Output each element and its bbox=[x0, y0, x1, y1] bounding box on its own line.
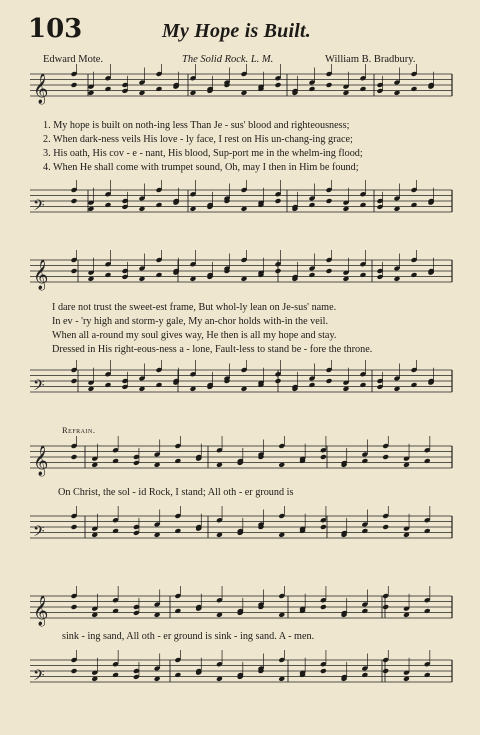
note-head bbox=[112, 458, 119, 464]
verse-line-2: 2. When dark-ness veils His love - ly face, I rest on His un-chang-ing grace; bbox=[43, 134, 353, 145]
note-head bbox=[309, 272, 316, 278]
refrain-lyric-1: On Christ, the sol - id Rock, I stand; All oth - er ground is bbox=[58, 487, 294, 498]
author-credit: Edward Mote. bbox=[43, 54, 104, 65]
note-head bbox=[71, 604, 78, 610]
treble-clef-icon: 𝄞 bbox=[33, 596, 49, 626]
note-head bbox=[275, 198, 282, 204]
verse-line-1: 1. My hope is built on noth-ing less Than Je - sus' blood and righteousness; bbox=[43, 120, 350, 131]
treble-clef-icon: 𝄞 bbox=[33, 74, 49, 104]
note-head bbox=[326, 378, 333, 384]
hymn-title: My Hope is Built. bbox=[162, 20, 311, 42]
note-head bbox=[105, 86, 112, 92]
note-head bbox=[326, 198, 333, 204]
tune-name: The Solid Rock. L. M. bbox=[182, 54, 274, 65]
treble-clef-icon: 𝄞 bbox=[33, 260, 49, 290]
note-head bbox=[105, 202, 112, 208]
music-system-4-treble bbox=[0, 586, 480, 636]
note-head bbox=[275, 268, 282, 274]
note-head bbox=[382, 454, 389, 460]
note-head bbox=[361, 458, 368, 464]
bass-clef-icon: 𝄢 bbox=[33, 197, 45, 218]
note-head bbox=[309, 86, 316, 92]
note-head bbox=[424, 528, 431, 534]
note-head bbox=[112, 528, 119, 534]
verse-cont-line-2: In ev - 'ry high and storm-y gale, My an-chor holds with-in the veil. bbox=[52, 316, 328, 327]
note-head bbox=[411, 272, 418, 278]
refrain-lyric-2: sink - ing sand, All oth - er ground is sink - ing sand. A - men. bbox=[62, 631, 315, 642]
note-head bbox=[156, 272, 163, 278]
note-head bbox=[382, 524, 389, 530]
note-head bbox=[360, 382, 367, 388]
note-head bbox=[361, 528, 368, 534]
bass-clef-icon: 𝄢 bbox=[33, 377, 45, 398]
verse-line-3: 3. His oath, His cov - e - nant, His blood, Sup-port me in the whelm-ing flood; bbox=[43, 148, 363, 159]
hymn-number: 103 bbox=[28, 14, 83, 44]
note-head bbox=[112, 608, 119, 614]
bass-clef-icon: 𝄢 bbox=[33, 667, 45, 688]
note-head bbox=[361, 608, 368, 614]
note-head bbox=[71, 82, 78, 88]
note-head bbox=[71, 378, 78, 384]
note-head bbox=[424, 608, 431, 614]
music-system-2-treble bbox=[0, 250, 480, 300]
note-head bbox=[71, 198, 78, 204]
note-head bbox=[411, 86, 418, 92]
note-head bbox=[382, 668, 389, 674]
note-head bbox=[360, 272, 367, 278]
verse-cont-line-3: When all a-round my soul gives way, He then is all my hope and stay. bbox=[52, 330, 337, 341]
note-head bbox=[174, 608, 181, 614]
note-head bbox=[320, 668, 327, 674]
music-system-1-treble bbox=[0, 64, 480, 114]
music-system-1-bass bbox=[0, 180, 480, 230]
note-head bbox=[105, 382, 112, 388]
note-head bbox=[156, 382, 163, 388]
verse-cont-line-4: Dressed in His right-eous-ness a - lone, Fault-less to stand be - fore the throne. bbox=[52, 344, 373, 355]
note-head bbox=[320, 604, 327, 610]
refrain-label: Refrain. bbox=[62, 425, 96, 435]
note-head bbox=[411, 382, 418, 388]
note-head bbox=[320, 454, 327, 460]
note-head bbox=[105, 272, 112, 278]
note-head bbox=[156, 86, 163, 92]
verse-cont-line-1: I dare not trust the sweet-est frame, But whol-ly lean on Je-sus' name. bbox=[52, 302, 337, 313]
treble-clef-icon: 𝄞 bbox=[33, 446, 49, 476]
note-head bbox=[71, 454, 78, 460]
note-head bbox=[424, 672, 431, 678]
note-head bbox=[174, 528, 181, 534]
composer-credit: William B. Bradbury. bbox=[325, 54, 416, 65]
note-head bbox=[309, 382, 316, 388]
music-system-3-treble bbox=[0, 436, 480, 486]
music-system-3-bass bbox=[0, 506, 480, 556]
note-head bbox=[361, 672, 368, 678]
note-head bbox=[382, 604, 389, 610]
note-head bbox=[71, 524, 78, 530]
verse-line-4: 4. When He shall come with trumpet sound, Oh, may I then in Him be found; bbox=[43, 162, 359, 173]
note-head bbox=[174, 458, 181, 464]
note-head bbox=[360, 202, 367, 208]
note-head bbox=[326, 268, 333, 274]
music-system-4-bass bbox=[0, 650, 480, 700]
bass-clef-icon: 𝄢 bbox=[33, 523, 45, 544]
note-head bbox=[320, 524, 327, 530]
note-head bbox=[174, 672, 181, 678]
note-head bbox=[275, 82, 282, 88]
note-head bbox=[112, 672, 119, 678]
note-head bbox=[326, 82, 333, 88]
note-head bbox=[71, 668, 78, 674]
note-head bbox=[156, 202, 163, 208]
music-system-2-bass bbox=[0, 360, 480, 410]
note-head bbox=[71, 268, 78, 274]
note-head bbox=[309, 202, 316, 208]
note-head bbox=[411, 202, 418, 208]
note-head bbox=[275, 378, 282, 384]
note-head bbox=[360, 86, 367, 92]
note-head bbox=[424, 458, 431, 464]
